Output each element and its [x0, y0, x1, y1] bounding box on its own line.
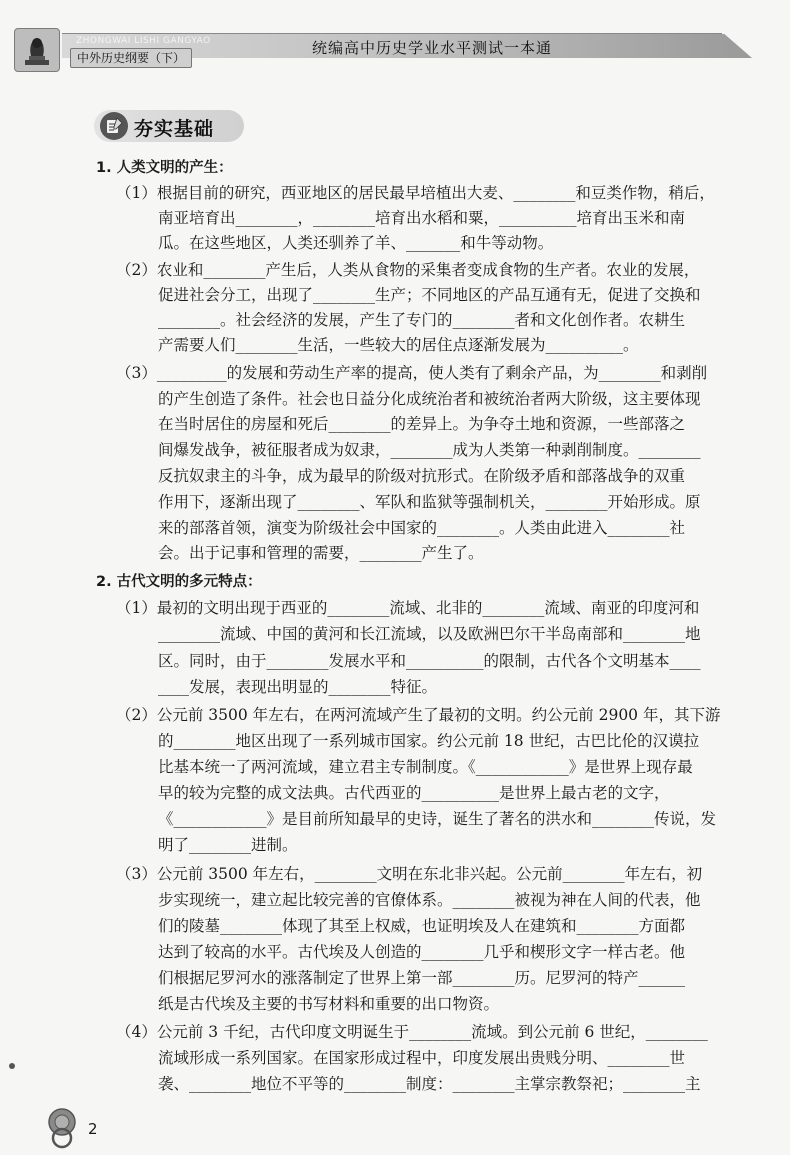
text-line: 促进社会分工，出现了________生产；不同地区的产品互通有无，促进了交换和 [158, 286, 701, 304]
text-line: ________流域、中国的黄河和长江流域，以及欧洲巴尔干半岛南部和________地 [158, 625, 701, 643]
text-line: （1）最初的文明出现于西亚的________流域、北非的________流域、南亚的印度河和 [116, 599, 700, 617]
text-line: 步实现统一，建立起比较完善的官僚体系。________被视为神在人间的代表，他 [158, 891, 701, 909]
text-line: 的产生创造了条件。社会也日益分化成统治者和被统治者两大阶级，这主要体现 [158, 390, 701, 408]
text-line: （4）公元前 3 千纪，古代印度文明诞生于________流域。到公元前 6 世纪，________ [116, 1023, 708, 1041]
text-line: 们根据尼罗河水的涨落制定了世界上第一部________历。尼罗河的特产______ [158, 969, 686, 987]
text-line: ________。社会经济的发展，产生了专门的________者和文化创作者。农耕生 [158, 311, 686, 329]
header-pinyin: ZHONGWAI LISHI GANGYAO [76, 36, 211, 46]
text-line: 早的较为完整的成文法典。古代西亚的__________是世界上最古老的文字， [158, 784, 670, 802]
section-title: 夯实基础 [134, 118, 215, 140]
text-line: 在当时居住的房屋和死后________的差异上。为争夺土地和资源，一些部落之 [158, 415, 686, 433]
text-line: 瓜。在这些地区，人类还驯养了羊、_______和牛等动物。 [158, 234, 554, 252]
ink-dot-icon [8, 1062, 16, 1070]
lion-statue-icon [19, 32, 55, 68]
text-line: （2）公元前 3500 年左右，在两河流域产生了最初的文明。约公元前 2900 年，其下游 [116, 706, 721, 724]
text-line: （2）农业和________产生后，人类从食物的采集者变成食物的生产者。农业的发展， [116, 261, 700, 279]
text-line: 反抗奴隶主的斗争，成为最早的阶级对抗形式。在阶级矛盾和部落战争的双重 [158, 467, 686, 485]
header-series-title: 统编高中历史学业水平测试一本通 [311, 39, 552, 57]
text-line: 来的部落首领，演变为阶级社会中国家的________。人类由此进入________社 [158, 519, 686, 537]
page-number: 2 [88, 1120, 98, 1138]
text-line: 南亚培育出________，________培育出水稻和粟，__________培育出玉米和南 [158, 209, 686, 227]
text-line: （3）_________的发展和劳动生产率的提高，使人类有了剩余产品，为________和剥削 [116, 364, 708, 382]
text-line: 间爆发战争，被征服者成为奴隶，________成为人类第一种剥削制度。________ [158, 441, 701, 459]
text-line: ____发展，表现出明显的________特征。 [158, 678, 438, 696]
text-line: （3）公元前 3500 年左右，________文明在东北非兴起。公元前________年左右，初 [116, 865, 703, 883]
text-line: 产需要人们________生活，一些较大的居住点逐渐发展为__________。 [158, 336, 639, 354]
text-line: 区。同时，由于________发展水平和__________的限制，古代各个文明基本____ [158, 652, 701, 670]
text-line: 《____________》是目前所知最早的史诗，诞生了著名的洪水和________传说，发 [158, 810, 717, 828]
text-line: 袭、________地位不平等的________制度：________主掌宗教祭祀；________主 [158, 1075, 701, 1093]
text-line: 会。出于记事和管理的需要，________产生了。 [158, 544, 484, 562]
text-line: 作用下，逐渐出现了________、军队和监狱等强制机关，________开始形成。原 [158, 493, 701, 511]
notepad-pen-icon [100, 112, 128, 140]
text-line: 明了________进制。 [158, 836, 298, 854]
header-rule [62, 33, 722, 34]
text-line: 流域形成一系列国家。在国家形成过程中，印度发展出贵贱分明、________世 [158, 1049, 686, 1067]
text-line: 的________地区出现了一系列城市国家。约公元前 18 世纪，古巴比伦的汉谟拉 [158, 732, 700, 750]
question-2-heading: 2. 古代文明的多元特点： [96, 574, 262, 590]
text-line: 们的陵墓________体现了其至上权威，也证明埃及人在建筑和________方面都 [158, 917, 686, 935]
header-book-title: 中外历史纲要（下） [70, 48, 192, 68]
page-header [0, 0, 790, 80]
text-line: 达到了较高的水平。古代埃及人创造的________几乎和楔形文字一样古老。他 [158, 943, 686, 961]
door-knocker-icon [42, 1106, 82, 1150]
text-line: 纸是古代埃及主要的书写材料和重要的出口物资。 [158, 995, 500, 1013]
text-line: （1）根据目前的研究，西亚地区的居民最早培植出大麦、________和豆类作物，稍后， [116, 184, 715, 202]
section-heading [94, 108, 244, 144]
book-logo [14, 28, 60, 72]
question-1-heading: 1. 人类文明的产生： [96, 160, 233, 176]
text-line: 比基本统一了两河流域，建立君主专制制度。《____________》是世界上现存最 [158, 758, 693, 776]
